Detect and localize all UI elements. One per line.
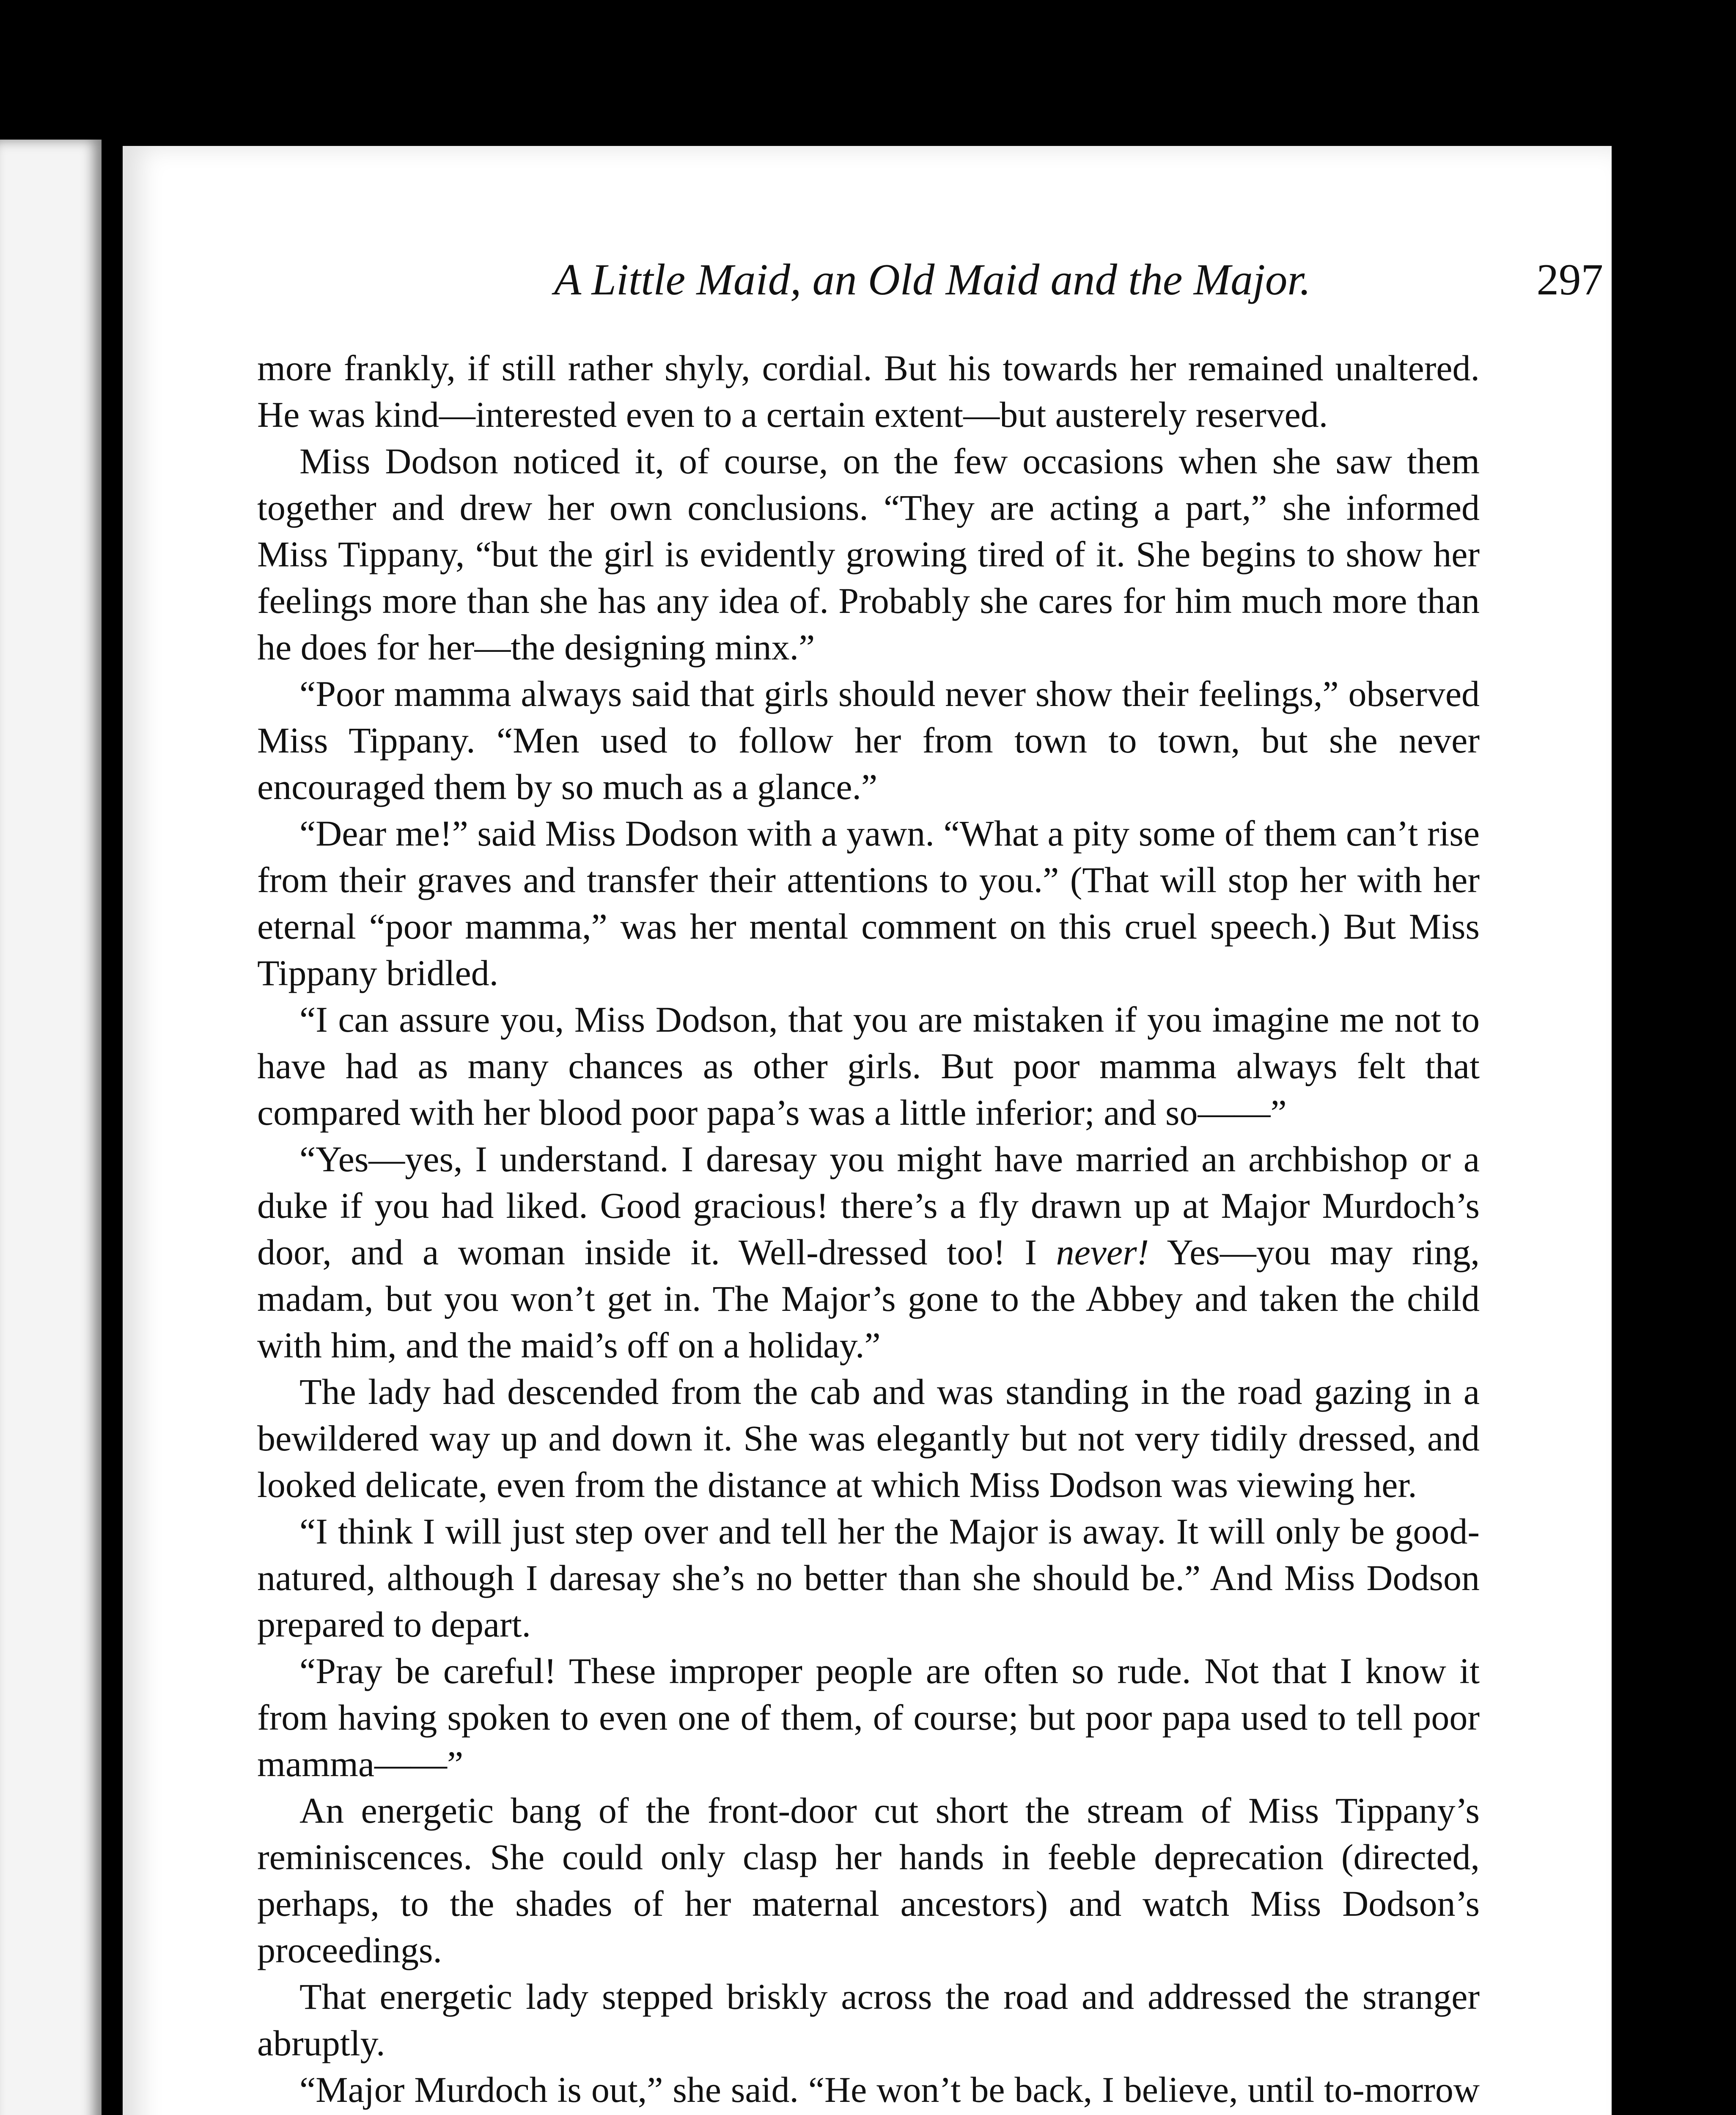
paragraph-text: Yes—you may ring, madam, but you won’t get in. The Major’s gone to the Abbey and taken the child with him, and the maid’s off on a holiday.”: [257, 1232, 1480, 1365]
paragraph: [257, 1136, 1480, 1368]
paragraph: That energetic lady stepped briskly across the road and addressed the stranger abruptly.: [257, 1976, 1480, 2063]
paragraph: An energetic bang of the front-door cut short the stream of Miss Tippany’s reminiscences. She could only clasp her hands in feeble deprecation (directed, perhaps, to the shades of her maternal ancestors) and watch Miss Dodson’s proceedings.: [257, 1790, 1480, 1970]
paragraph: “I think I will just step over and tell her the Major is away. It will only be good-natured, although I daresay she’s no better than she should be.” And Miss Dodson prepared to depart.: [257, 1511, 1480, 1645]
book-page: [123, 146, 1612, 2115]
facing-page-edge: [0, 140, 102, 2115]
paragraph: more frankly, if still rather shyly, cordial. But his towards her remained unaltered. He was kind—interested even to a certain extent—but austerely reserved.: [257, 348, 1480, 435]
paragraph-text: “Yes—yes, I understand. I daresay you might have married an archbishop or a duke if you had liked. Good gracious! there’s a fly drawn up at Major Murdoch’s door, and a woman inside it. Well-dressed too! I: [257, 1139, 1480, 1272]
paragraph: “Major Murdoch is out,” she said. “He won’t be back, I believe, until to-morrow: [299, 2069, 1480, 2110]
paragraph: Miss Dodson noticed it, of course, on the few occasions when she saw them together and drew her own conclusions. “They are acting a part,” she informed Miss Tippany, “but the girl is evidently growing tired of it. She begins to show her feelings more than she has any idea of. Probably she cares for him much more than he does for her—the designing minx.”: [257, 441, 1480, 667]
paragraph: “Poor mamma always said that girls should never show their feelings,” observed Miss Tippany. “Men used to follow her from town to town, but she never encouraged them by so much as a glance.”: [257, 673, 1480, 807]
paragraph: “Pray be careful! These improper people are often so rude. Not that I know it from having spoken to even one of them, of course; but poor papa used to tell poor mamma——”: [257, 1651, 1480, 1784]
page-number: 297: [1536, 255, 1603, 304]
page-header: [427, 254, 1603, 326]
paragraph: “Dear me!” said Miss Dodson with a yawn. “What a pity some of them can’t rise from their graves and transfer their attentions to you.” (That will stop her with her eternal “poor mamma,” was her mental comment on this cruel speech.) But Miss Tippany bridled.: [257, 813, 1480, 993]
running-title: A Little Maid, an Old Maid and the Major.: [554, 255, 1311, 304]
italic-text: never!: [1056, 1232, 1149, 1272]
paragraph: “I can assure you, Miss Dodson, that you are mistaken if you imagine me not to have had as many chances as other girls. But poor mamma always felt that compared with her blood poor papa’s was a little inferior; and so——”: [257, 999, 1480, 1133]
body-text: [257, 345, 1480, 2115]
paragraph: The lady had descended from the cab and was standing in the road gazing in a bewildered way up and down it. She was elegantly but not very tidily dressed, and looked delicate, even from the distance at which Miss Dodson was viewing her.: [257, 1371, 1480, 1505]
